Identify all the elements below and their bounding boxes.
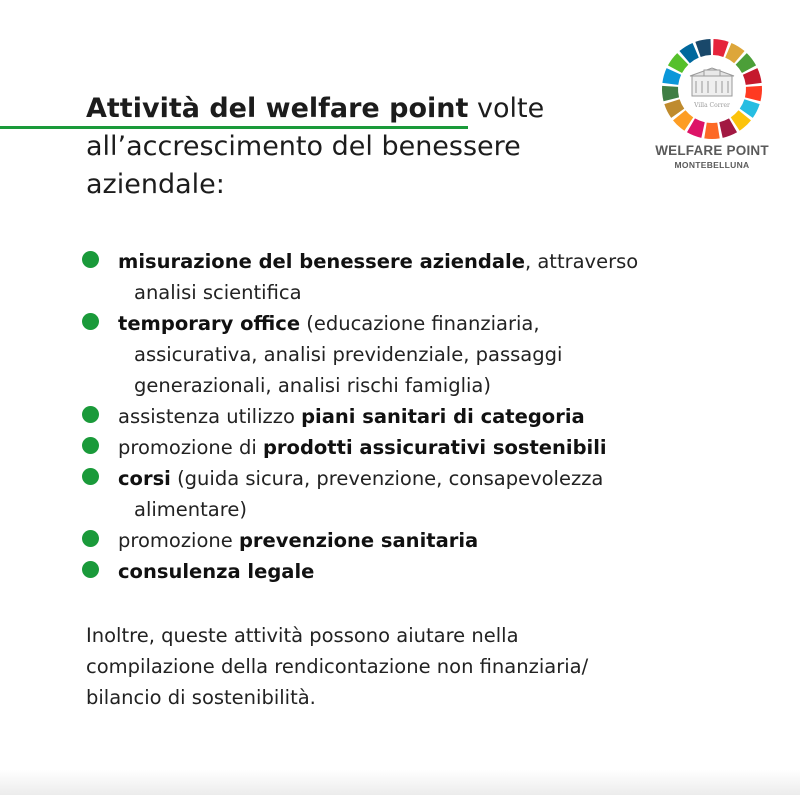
item-continuation: analisi scientifica	[134, 281, 302, 304]
bottom-shadow	[0, 770, 800, 795]
item-text: promozione di	[118, 436, 263, 459]
sdg-ring-segment	[745, 86, 762, 101]
title-bold: Attività del welfare point	[86, 93, 469, 124]
welfare-point-logo	[648, 36, 776, 176]
logo-subtitle: MONTEBELLUNA	[674, 160, 750, 170]
item-text: (guida sicura, prevenzione, consapevolezza	[170, 467, 604, 490]
green-bullet-icon	[82, 468, 99, 485]
item-bold: prodotti assicurativi sostenibili	[262, 436, 607, 459]
item-continuation: alimentare)	[134, 498, 247, 521]
logo-building-text: Villa Correr	[694, 102, 730, 109]
green-bullet-icon	[82, 561, 99, 578]
list-item	[80, 246, 700, 308]
green-bullet-icon	[82, 406, 99, 423]
list-item	[80, 463, 700, 525]
item-text: (educazione finanziaria,	[300, 312, 540, 335]
green-bullet-icon	[82, 530, 99, 547]
green-bullet-icon	[82, 251, 99, 268]
sdg-ring-segment	[662, 86, 679, 101]
list-item	[80, 401, 700, 432]
sdg-ring-segment	[704, 123, 719, 139]
sdg-ring-segment	[695, 39, 711, 57]
item-text: , attraverso	[524, 250, 639, 273]
item-bold: misurazione del benessere aziendale	[118, 250, 525, 273]
note-line: bilancio di sostenibilità.	[86, 686, 316, 709]
item-bold: consulenza legale	[118, 560, 315, 583]
logo-name: WELFARE POINT	[655, 143, 769, 158]
list-item	[80, 308, 700, 401]
item-bold: temporary office	[118, 312, 301, 335]
sdg-ring-segment	[713, 39, 729, 57]
note-line: Inoltre, queste attività possono aiutare nella	[86, 624, 519, 647]
page-title	[86, 90, 606, 204]
item-text: assistenza utilizzo	[118, 405, 302, 428]
item-bold: piani sanitari di categoria	[301, 405, 585, 428]
green-bullet-icon	[82, 313, 99, 330]
title-line1-rest: volte	[468, 93, 545, 124]
activity-list	[80, 246, 700, 587]
green-bullet-icon	[82, 437, 99, 454]
list-item	[80, 525, 700, 556]
item-bold: corsi	[118, 467, 171, 490]
item-bold: prevenzione sanitaria	[238, 529, 479, 552]
sdg-wheel-icon	[648, 36, 776, 142]
title-line3: aziendale:	[86, 169, 225, 200]
item-continuation: generazionali, analisi rischi famiglia)	[134, 374, 491, 397]
list-item	[80, 432, 700, 463]
list-item	[80, 556, 700, 587]
item-text: promozione	[118, 529, 239, 552]
title-line2: all’accrescimento del benessere	[86, 131, 521, 162]
item-continuation: assicurativa, analisi previdenziale, passaggi	[134, 343, 563, 366]
note-line: compilazione della rendicontazione non finanziaria/	[86, 655, 589, 678]
closing-note	[86, 620, 706, 713]
